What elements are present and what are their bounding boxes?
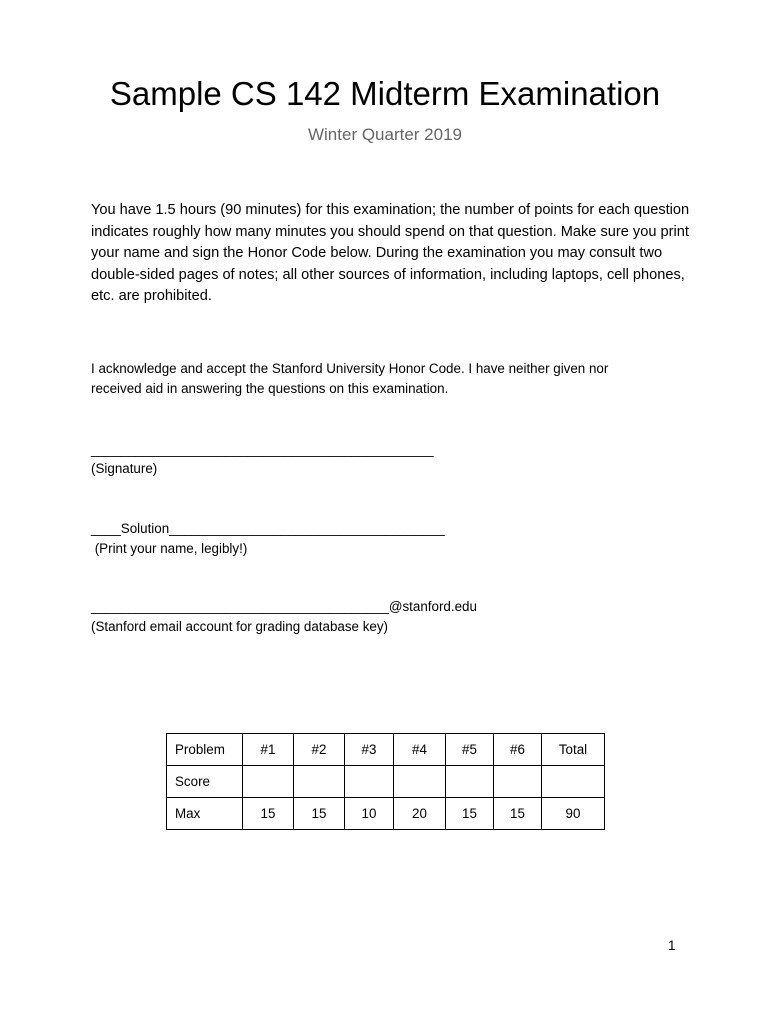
max-cell: 20 [394, 798, 446, 830]
page-number: 1 [668, 938, 676, 953]
max-cell: 15 [494, 798, 542, 830]
name-caption: (Print your name, legibly!) [91, 541, 248, 556]
honor-code-statement: I acknowledge and accept the Stanford University Honor Code. I have neither given nor received aid in answering the questions on this examination. [91, 361, 609, 396]
max-cell: 15 [294, 798, 345, 830]
score-cell [345, 766, 394, 798]
score-cell [494, 766, 542, 798]
max-cell: 10 [345, 798, 394, 830]
max-cell: 90 [542, 798, 605, 830]
table-header-cell: Total [542, 734, 605, 766]
table-header-row [167, 734, 605, 766]
score-cell [294, 766, 345, 798]
email-line: ________________________________________@stanford.edu [91, 599, 477, 614]
instructions-paragraph: You have 1.5 hours (90 minutes) for this examination; the number of points for each question indicates roughly how many minutes you should spend on that question. Make sure you print your name and sign the Honor Code below. During the examination you may consult two double-sided pages of notes; all other sources of information, including laptops, cell phones, etc. are prohibited. [91, 202, 690, 304]
table-header-cell: #6 [494, 734, 542, 766]
signature-caption: (Signature) [91, 461, 158, 476]
score-cell [542, 766, 605, 798]
table-row-max [167, 798, 605, 830]
signature-line: ______________________________________________ [91, 442, 434, 457]
exam-title: Sample CS 142 Midterm Examination [109, 75, 661, 112]
table-row-score [167, 766, 605, 798]
table-header-cell: #4 [394, 734, 446, 766]
score-cell [446, 766, 494, 798]
score-cell [394, 766, 446, 798]
max-cell: 15 [446, 798, 494, 830]
table-header-cell: #5 [446, 734, 494, 766]
score-cell [243, 766, 294, 798]
table-header-cell: #3 [345, 734, 394, 766]
table-header-cell: #1 [243, 734, 294, 766]
table-row-label: Score [167, 766, 243, 798]
score-table [166, 733, 605, 830]
email-caption: (Stanford email account for grading database key) [91, 619, 388, 634]
table-header-cell: Problem [167, 734, 243, 766]
max-cell: 15 [243, 798, 294, 830]
name-line: ____Solution_____________________________________ [91, 521, 445, 536]
exam-subtitle: Winter Quarter 2019 [307, 125, 462, 144]
table-header-cell: #2 [294, 734, 345, 766]
table-row-label: Max [167, 798, 243, 830]
